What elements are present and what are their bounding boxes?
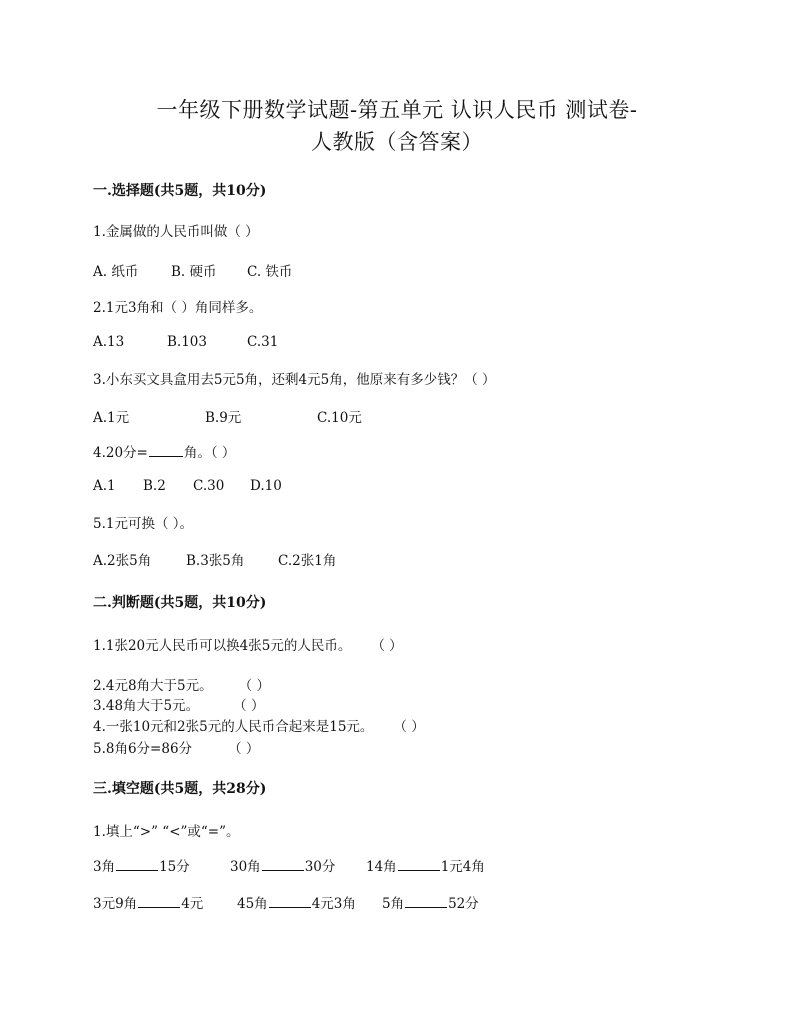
choice-question-5: 5.1元可换（ ）。 (93, 516, 194, 532)
choice-q2-option-c: C.31 (247, 334, 279, 350)
choice-question-4 (93, 441, 235, 461)
compare-left: 3元9角 (93, 896, 138, 912)
answer-blank (138, 906, 180, 908)
compare-item (93, 892, 203, 912)
compare-right: 15分 (159, 859, 190, 875)
choice-q3-option-b: B.9元 (205, 410, 242, 426)
answer-paren: （ ） (228, 741, 260, 757)
answer-blank (116, 869, 158, 871)
choice-q1-option-a: A. 纸币 (93, 264, 139, 280)
choice-q2-option-b: B.103 (167, 334, 207, 350)
choice-q2-option-a: A.13 (93, 334, 125, 350)
answer-paren: （ ） (238, 678, 270, 694)
answer-paren: （ ） (233, 698, 265, 714)
compare-item (230, 855, 335, 875)
fill-question-1: 1.填上“>” “<”或“=”。 (93, 824, 240, 840)
compare-right: 52分 (448, 896, 479, 912)
page-title-line1: 一年级下册数学试题-第五单元 认识人民币 测试卷- (156, 98, 638, 122)
choice-question-3: 3.小东买文具盒用去5元5角，还剩4元5角，他原来有多少钱？（ ） (93, 372, 496, 388)
section-judge-heading: 二.判断题(共5题，共10分) (93, 595, 267, 611)
choice-q4-prefix: 4.20分= (93, 445, 148, 461)
judge-question-1 (93, 634, 403, 654)
page-title-line2: 人教版（含答案） (311, 130, 483, 154)
choice-q1-option-b: B. 硬币 (171, 264, 217, 280)
compare-item (93, 855, 190, 875)
compare-right: 4元 (181, 896, 204, 912)
section-choice-heading: 一.选择题(共5题，共10分) (93, 183, 267, 199)
choice-q5-option-b: B.3张5角 (186, 553, 245, 569)
compare-item (366, 855, 485, 875)
judge-question-2 (93, 674, 270, 694)
choice-q3-option-c: C.10元 (317, 410, 362, 426)
judge-q4-text: 4.一张10元和2张5元的人民币合起来是15元。 (93, 719, 374, 735)
compare-right: 30分 (304, 859, 336, 875)
choice-q4-option-d: D.10 (250, 478, 282, 494)
answer-blank (149, 455, 183, 457)
judge-q2-text: 2.4元8角大于5元。 (93, 678, 213, 694)
compare-left: 14角 (366, 859, 397, 875)
compare-right: 1元4角 (440, 859, 485, 875)
compare-right: 4元3角 (311, 896, 356, 912)
choice-q4-option-c: C.30 (193, 478, 225, 494)
answer-blank (398, 869, 440, 871)
choice-q4-suffix: 角。（ ） (183, 445, 236, 461)
compare-left: 30角 (230, 859, 261, 875)
judge-question-5 (93, 737, 259, 757)
judge-q1-text: 1.1张20元人民币可以换4张5元的人民币。 (93, 638, 352, 654)
judge-q5-text: 5.8角6分=86分 (93, 741, 193, 757)
answer-paren: （ ） (393, 719, 425, 735)
answer-paren: （ ） (371, 638, 403, 654)
choice-q5-option-a: A.2张5角 (93, 553, 152, 569)
answer-blank (262, 869, 304, 871)
choice-question-1: 1.金属做的人民币叫做（ ） (93, 224, 259, 240)
judge-question-4 (93, 715, 425, 735)
choice-question-2: 2.1元3角和（ ）角同样多。 (93, 300, 263, 316)
choice-q4-option-a: A.1 (93, 478, 116, 494)
compare-left: 3角 (93, 859, 116, 875)
judge-q3-text: 3.48角大于5元。 (93, 698, 200, 714)
section-fill-heading: 三.填空题(共5题，共28分) (93, 781, 267, 797)
compare-item (237, 892, 356, 912)
judge-question-3 (93, 694, 264, 714)
compare-left: 45角 (237, 896, 268, 912)
choice-q5-option-c: C.2张1角 (278, 553, 337, 569)
answer-blank (269, 906, 311, 908)
compare-left: 5角 (382, 896, 405, 912)
compare-item (382, 892, 479, 912)
answer-blank (405, 906, 447, 908)
choice-q3-option-a: A.1元 (93, 410, 130, 426)
choice-q4-option-b: B.2 (143, 478, 166, 494)
choice-q1-option-c: C. 铁币 (247, 264, 293, 280)
